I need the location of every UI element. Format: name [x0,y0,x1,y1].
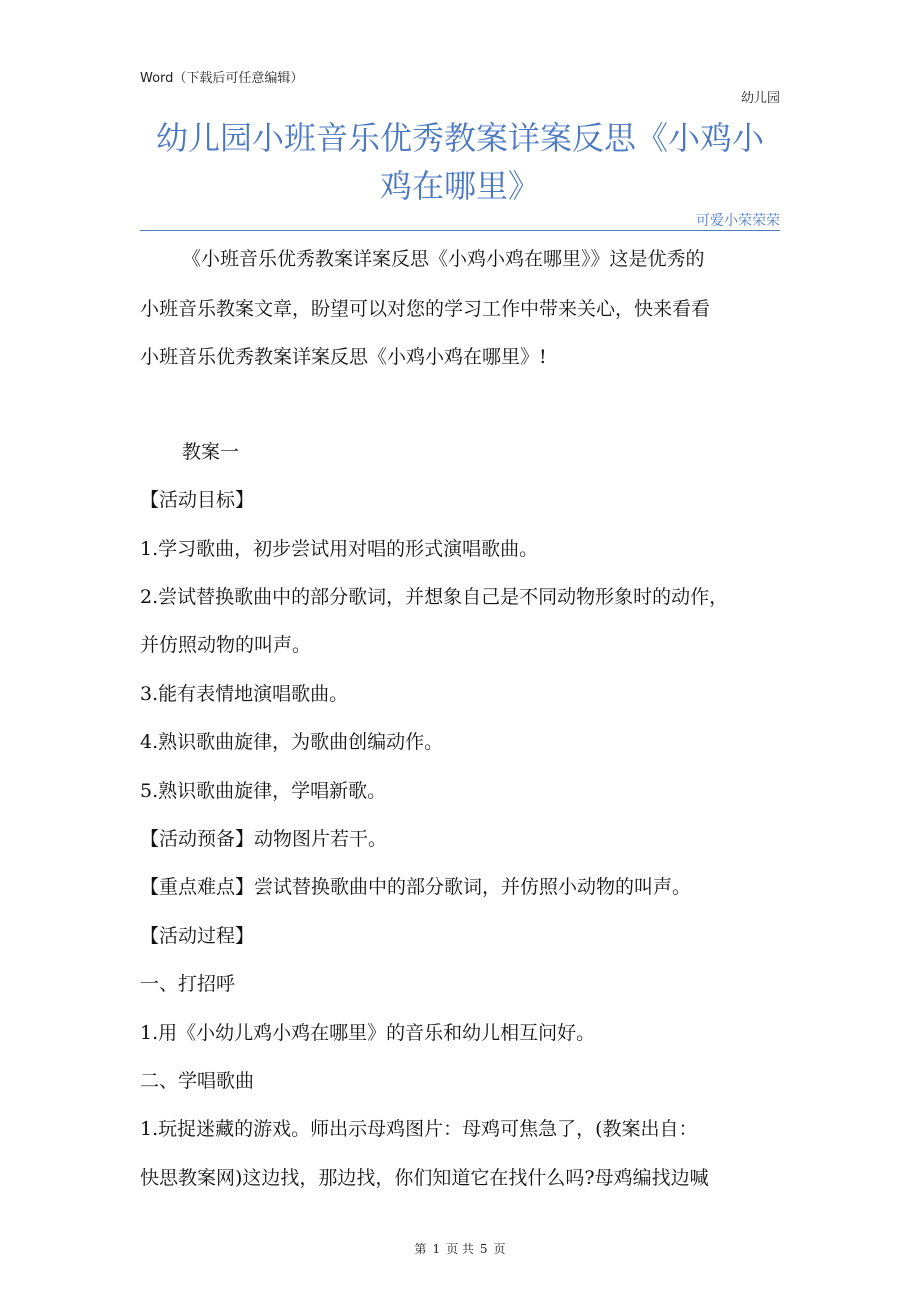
body-line: 1.玩捉迷藏的游戏。师出示母鸡图片：母鸡可焦急了，(教案出自： [140,1118,698,1140]
body-line: 4.熟识歌曲旋律，为歌曲创编动作。 [140,731,444,753]
body-line: 【活动目标】 [140,489,255,511]
footer-prefix: 第 [414,1242,427,1256]
author-name: 可爱小荣荣荣 [696,213,780,229]
body-line: 《小班音乐优秀教案详案反思《小鸡小鸡在哪里》》这是优秀的 [182,248,705,270]
body-line: 一、打招呼 [140,973,236,995]
body-line: 1.学习歌曲，初步尝试用对唱的形式演唱歌曲。 [140,538,539,560]
footer-total-pages: 5 [479,1242,488,1256]
body-line: 3.能有表情地演唱歌曲。 [140,683,349,705]
body-line: 并仿照动物的叫声。 [140,634,312,656]
footer-page-number: 1 [432,1242,441,1256]
header-category: 幼儿园 [740,91,780,106]
body-line: 快思教案网)这边找，那边找，你们知道它在找什么吗?母鸡编找边喊 [140,1167,709,1189]
footer-mid: 页 共 [446,1242,474,1256]
body-line: 【重点难点】尝试替换歌曲中的部分歌词，并仿照小动物的叫声。 [140,876,692,898]
title-underline [140,230,780,231]
page-footer [0,1240,920,1257]
footer-suffix: 页 [493,1242,506,1256]
body-line: 【活动预备】动物图片若干。 [140,828,388,850]
document-title-line-2: 鸡在哪里》 [379,167,540,205]
document-title-line-1: 幼儿园小班音乐优秀教案详案反思《小鸡小 [155,119,764,157]
body-line: 5.熟识歌曲旋律，学唱新歌。 [140,780,387,802]
body-line: 2.尝试替换歌曲中的部分歌词，并想象自己是不同动物形象时的动作， [140,586,729,608]
download-note: Word（下载后可任意编辑） [140,71,304,86]
body-line: 1.用《小幼儿鸡小鸡在哪里》的音乐和幼儿相互问好。 [140,1022,596,1044]
body-line: 小班音乐教案文章，盼望可以对您的学习工作中带来关心，快来看看 [140,298,711,320]
body-line: 二、学唱歌曲 [140,1070,255,1092]
body-line: 小班音乐优秀教案详案反思《小鸡小鸡在哪里》! [140,346,547,368]
section-heading: 教案一 [182,441,240,463]
body-line: 【活动过程】 [140,925,255,947]
